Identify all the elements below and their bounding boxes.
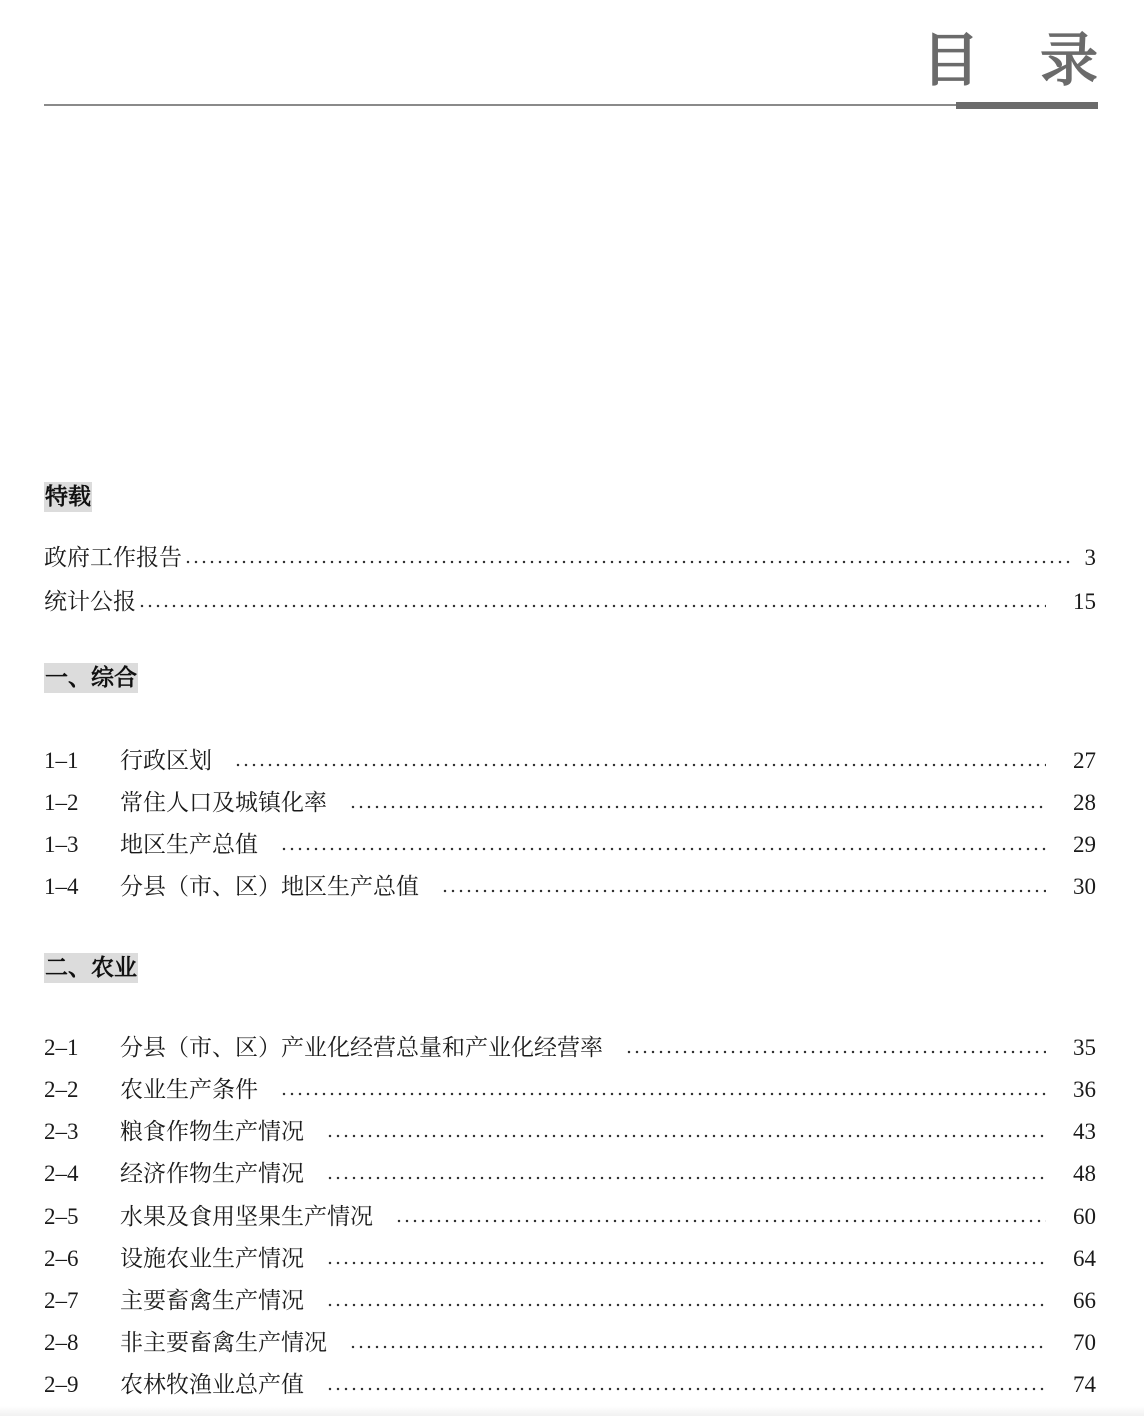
toc-leader-dots <box>441 889 1046 893</box>
toc-page-number: 27 <box>1073 748 1096 773</box>
toc-title: 统计公报 <box>44 589 136 615</box>
toc-number: 1–3 <box>44 832 79 857</box>
toc-title: 经济作物生产情况 <box>120 1161 304 1187</box>
toc-page-number: 64 <box>1073 1246 1096 1271</box>
toc-leader-dots <box>138 604 1046 608</box>
toc-page-number: 15 <box>1073 589 1096 614</box>
toc-leader-dots <box>326 1303 1046 1307</box>
toc-row[interactable] <box>44 1284 1096 1318</box>
toc-page-number: 35 <box>1073 1035 1096 1060</box>
toc-title: 分县（市、区）产业化经营总量和产业化经营率 <box>120 1035 603 1061</box>
toc-title: 行政区划 <box>120 748 212 774</box>
toc-row[interactable] <box>44 786 1096 820</box>
toc-title: 主要畜禽生产情况 <box>120 1288 304 1314</box>
toc-leader-dots <box>280 1092 1046 1096</box>
toc-page-number: 29 <box>1073 832 1096 857</box>
toc-row[interactable] <box>44 1073 1096 1107</box>
toc-page-number: 70 <box>1073 1330 1096 1355</box>
toc-leader-dots <box>280 847 1046 851</box>
toc-number: 2–2 <box>44 1077 79 1102</box>
toc-row[interactable] <box>44 585 1096 619</box>
toc-title: 常住人口及城镇化率 <box>120 790 327 816</box>
toc-number: 1–4 <box>44 874 79 899</box>
toc-row[interactable] <box>44 1368 1096 1402</box>
toc-leader-dots <box>184 560 1074 564</box>
toc-row[interactable] <box>44 744 1096 778</box>
page-title: 目 录 <box>921 26 1118 94</box>
toc-page-number: 3 <box>1084 545 1096 570</box>
toc-page-number: 66 <box>1073 1288 1096 1313</box>
toc-number: 1–1 <box>44 748 79 773</box>
toc-number: 2–1 <box>44 1035 79 1060</box>
toc-row[interactable] <box>44 1326 1096 1360</box>
toc-number: 2–9 <box>44 1372 79 1397</box>
toc-leader-dots <box>234 763 1046 767</box>
toc-number: 2–6 <box>44 1246 79 1271</box>
toc-row[interactable] <box>44 1031 1096 1065</box>
toc-number: 2–5 <box>44 1204 79 1229</box>
header-rule <box>44 104 1098 106</box>
toc-page-number: 43 <box>1073 1119 1096 1144</box>
title-underline <box>956 102 1098 109</box>
section-heading-special: 特载 <box>45 484 91 510</box>
toc-leader-dots <box>625 1050 1046 1054</box>
toc-title: 农林牧渔业总产值 <box>120 1372 304 1398</box>
toc-row[interactable] <box>44 541 1096 575</box>
toc-number: 2–7 <box>44 1288 79 1313</box>
toc-row[interactable] <box>44 1200 1096 1234</box>
toc-page-number: 36 <box>1073 1077 1096 1102</box>
toc-leader-dots <box>349 805 1046 809</box>
toc-page-number: 30 <box>1073 874 1096 899</box>
toc-number: 1–2 <box>44 790 79 815</box>
toc-page-number: 28 <box>1073 790 1096 815</box>
toc-title: 水果及食用坚果生产情况 <box>120 1204 373 1230</box>
page-bottom-shade <box>0 1406 1144 1416</box>
toc-leader-dots <box>326 1134 1046 1138</box>
toc-leader-dots <box>326 1261 1046 1265</box>
toc-title: 设施农业生产情况 <box>120 1246 304 1272</box>
toc-page-number: 48 <box>1073 1161 1096 1186</box>
toc-leader-dots <box>326 1387 1046 1391</box>
toc-title: 分县（市、区）地区生产总值 <box>120 874 419 900</box>
toc-leader-dots <box>395 1219 1046 1223</box>
toc-row[interactable] <box>44 1157 1096 1191</box>
toc-page-number: 60 <box>1073 1204 1096 1229</box>
toc-row[interactable] <box>44 828 1096 862</box>
toc-page-number: 74 <box>1073 1372 1096 1397</box>
toc-row[interactable] <box>44 1242 1096 1276</box>
toc-title: 粮食作物生产情况 <box>120 1119 304 1145</box>
toc-title: 农业生产条件 <box>120 1077 258 1103</box>
toc-leader-dots <box>349 1345 1046 1349</box>
toc-row[interactable] <box>44 870 1096 904</box>
section-heading-agriculture: 二、农业 <box>45 955 137 981</box>
section-heading-general: 一、综合 <box>45 665 137 691</box>
toc-number: 2–3 <box>44 1119 79 1144</box>
toc-leader-dots <box>326 1176 1046 1180</box>
toc-number: 2–8 <box>44 1330 79 1355</box>
toc-title: 政府工作报告 <box>44 545 182 571</box>
toc-row[interactable] <box>44 1115 1096 1149</box>
toc-title: 非主要畜禽生产情况 <box>120 1330 327 1356</box>
toc-title: 地区生产总值 <box>120 832 258 858</box>
toc-number: 2–4 <box>44 1161 79 1186</box>
